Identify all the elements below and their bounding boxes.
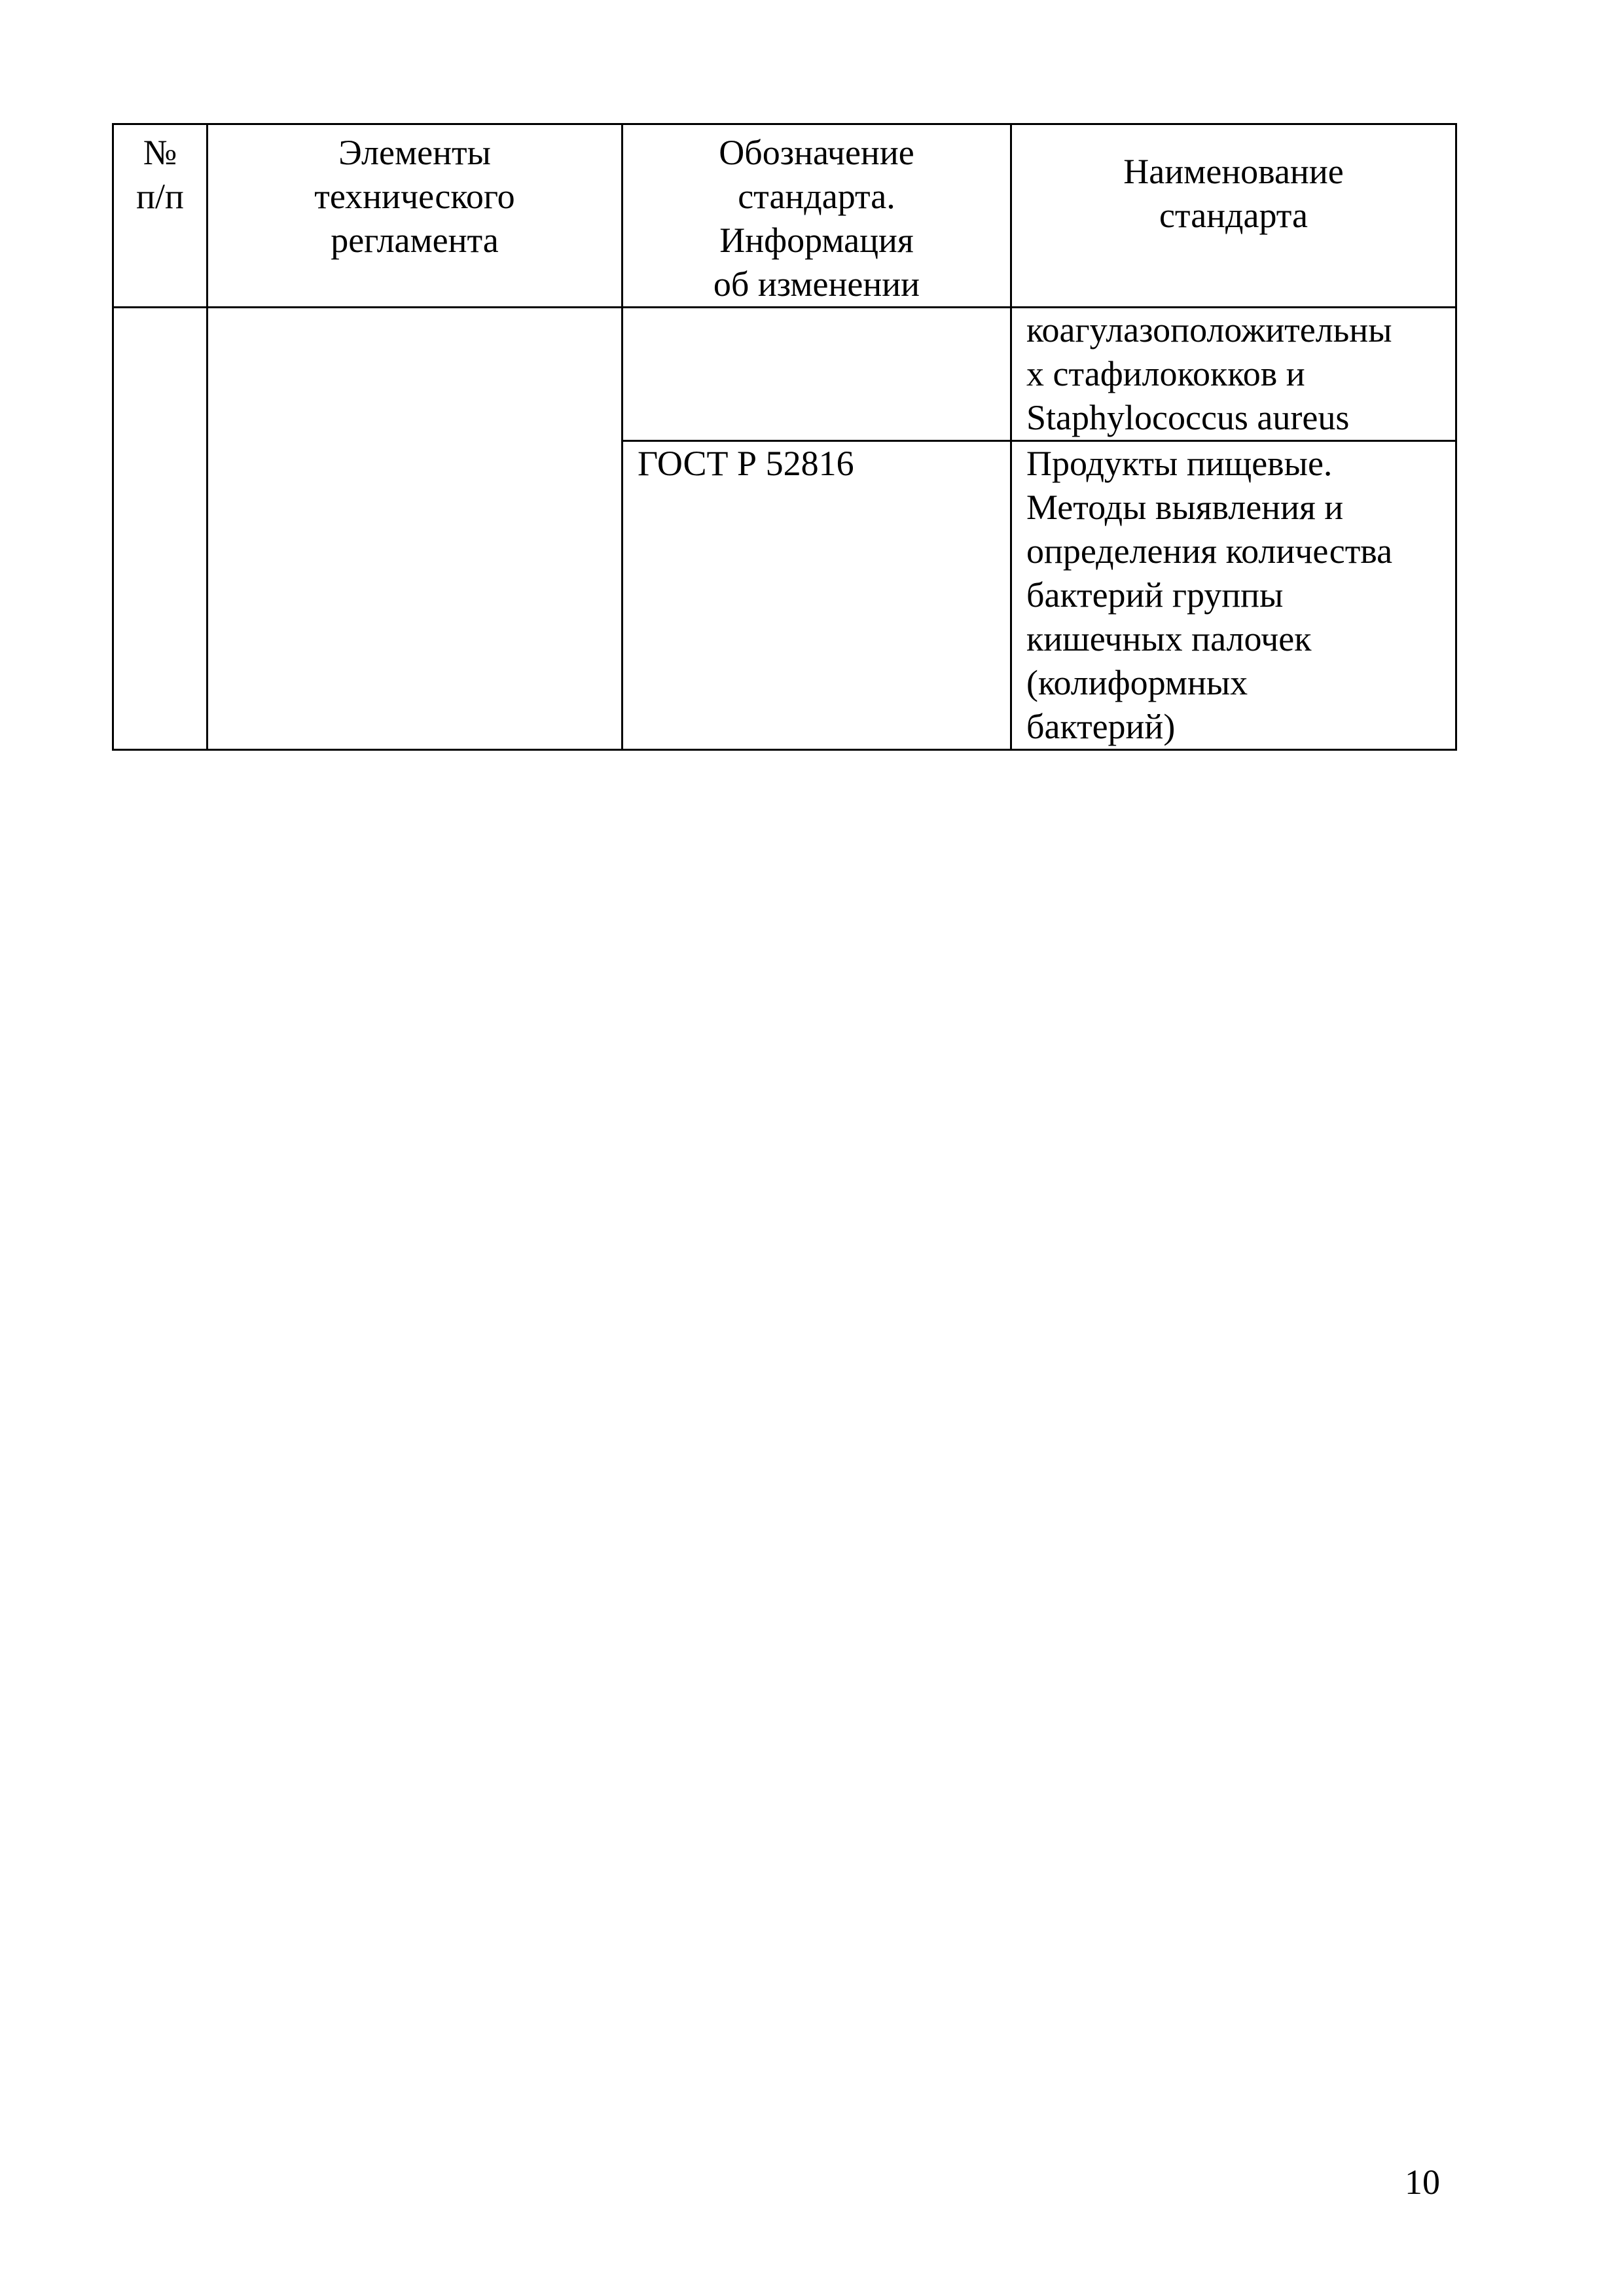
- cell-number: [113, 308, 208, 750]
- standards-table: [112, 123, 1457, 751]
- header-standard-name: Наименование стандарта: [1011, 124, 1456, 308]
- header-number: № п/п: [113, 124, 208, 308]
- page-number: 10: [1405, 2162, 1440, 2202]
- cell-standard-name: коагулазоположительны х стафилококков и Staphylococcus aureus: [1011, 308, 1456, 441]
- table-row: [113, 308, 1456, 441]
- cell-regulation-element: [208, 308, 623, 750]
- header-regulation-elements: Элементы технического регламента: [208, 124, 623, 308]
- header-standard-designation: Обозначение стандарта. Информация об изменении: [623, 124, 1011, 308]
- cell-designation: [623, 308, 1011, 441]
- cell-standard-name: Продукты пищевые. Методы выявления и определения количества бактерий группы кишечных палочек (колиформных бактерий): [1011, 441, 1456, 750]
- cell-designation: ГОСТ Р 52816: [623, 441, 1011, 750]
- table-header-row: [113, 124, 1456, 308]
